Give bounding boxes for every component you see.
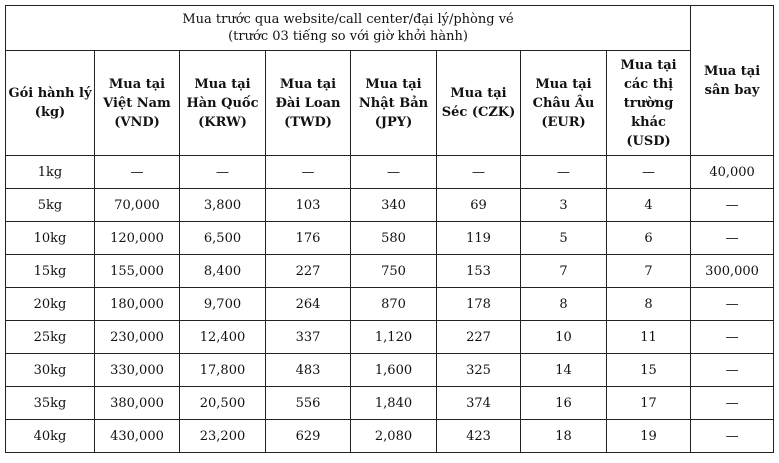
- col-header-twd: Mua tại Đài Loan (TWD): [266, 51, 351, 156]
- cell-czk: —: [437, 156, 521, 189]
- cell-airport: —: [691, 189, 774, 222]
- cell-airport: —: [691, 354, 774, 387]
- cell-eur: 18: [521, 420, 607, 453]
- table-row: [6, 354, 774, 387]
- cell-jpy: 580: [351, 222, 437, 255]
- cell-krw: —: [180, 156, 266, 189]
- table-row: [6, 222, 774, 255]
- cell-package: 20kg: [6, 288, 95, 321]
- table-row: [6, 189, 774, 222]
- cell-vnd: 180,000: [95, 288, 180, 321]
- online-purchase-title: Mua trước qua website/call center/đại lý/phòng vé: [182, 12, 514, 27]
- cell-czk: 374: [437, 387, 521, 420]
- cell-usd: —: [607, 156, 691, 189]
- cell-vnd: —: [95, 156, 180, 189]
- cell-czk: 153: [437, 255, 521, 288]
- cell-package: 30kg: [6, 354, 95, 387]
- fee-table-body: [6, 156, 774, 453]
- cell-jpy: 1,840: [351, 387, 437, 420]
- cell-czk: 325: [437, 354, 521, 387]
- cell-package: 5kg: [6, 189, 95, 222]
- col-header-usd: Mua tại các thị trường khác (USD): [607, 51, 691, 156]
- cell-vnd: 430,000: [95, 420, 180, 453]
- cell-eur: 5: [521, 222, 607, 255]
- cell-krw: 6,500: [180, 222, 266, 255]
- cell-eur: 8: [521, 288, 607, 321]
- online-purchase-header: [6, 6, 691, 51]
- cell-vnd: 120,000: [95, 222, 180, 255]
- cell-krw: 8,400: [180, 255, 266, 288]
- cell-czk: 119: [437, 222, 521, 255]
- cell-twd: 556: [266, 387, 351, 420]
- col-header-package: Gói hành lý (kg): [6, 51, 95, 156]
- cell-vnd: 230,000: [95, 321, 180, 354]
- table-row: [6, 255, 774, 288]
- table-row: [6, 288, 774, 321]
- cell-jpy: —: [351, 156, 437, 189]
- cell-package: 25kg: [6, 321, 95, 354]
- cell-package: 35kg: [6, 387, 95, 420]
- table-row: [6, 420, 774, 453]
- airport-purchase-header: Mua tại sân bay: [691, 6, 774, 156]
- cell-twd: 264: [266, 288, 351, 321]
- cell-usd: 7: [607, 255, 691, 288]
- cell-vnd: 155,000: [95, 255, 180, 288]
- cell-twd: 176: [266, 222, 351, 255]
- cell-eur: —: [521, 156, 607, 189]
- table-row: [6, 387, 774, 420]
- cell-eur: 14: [521, 354, 607, 387]
- cell-usd: 8: [607, 288, 691, 321]
- cell-vnd: 380,000: [95, 387, 180, 420]
- cell-eur: 7: [521, 255, 607, 288]
- cell-usd: 19: [607, 420, 691, 453]
- cell-package: 15kg: [6, 255, 95, 288]
- cell-twd: 227: [266, 255, 351, 288]
- cell-jpy: 1,600: [351, 354, 437, 387]
- cell-airport: —: [691, 288, 774, 321]
- cell-krw: 23,200: [180, 420, 266, 453]
- cell-usd: 4: [607, 189, 691, 222]
- cell-airport: —: [691, 420, 774, 453]
- cell-package: 10kg: [6, 222, 95, 255]
- cell-usd: 17: [607, 387, 691, 420]
- cell-eur: 16: [521, 387, 607, 420]
- col-header-vnd: Mua tại Việt Nam (VND): [95, 51, 180, 156]
- cell-czk: 178: [437, 288, 521, 321]
- cell-airport: —: [691, 387, 774, 420]
- col-header-jpy: Mua tại Nhật Bản (JPY): [351, 51, 437, 156]
- cell-airport: 40,000: [691, 156, 774, 189]
- col-header-czk: Mua tại Séc (CZK): [437, 51, 521, 156]
- cell-krw: 12,400: [180, 321, 266, 354]
- cell-twd: 483: [266, 354, 351, 387]
- cell-airport: —: [691, 222, 774, 255]
- cell-jpy: 870: [351, 288, 437, 321]
- cell-jpy: 2,080: [351, 420, 437, 453]
- cell-jpy: 1,120: [351, 321, 437, 354]
- cell-twd: —: [266, 156, 351, 189]
- cell-usd: 15: [607, 354, 691, 387]
- cell-package: 40kg: [6, 420, 95, 453]
- baggage-fee-table: [5, 5, 774, 453]
- cell-package: 1kg: [6, 156, 95, 189]
- cell-vnd: 330,000: [95, 354, 180, 387]
- table-row: [6, 321, 774, 354]
- cell-czk: 69: [437, 189, 521, 222]
- cell-vnd: 70,000: [95, 189, 180, 222]
- cell-twd: 337: [266, 321, 351, 354]
- cell-usd: 6: [607, 222, 691, 255]
- cell-usd: 11: [607, 321, 691, 354]
- cell-krw: 20,500: [180, 387, 266, 420]
- cell-czk: 423: [437, 420, 521, 453]
- cell-jpy: 340: [351, 189, 437, 222]
- col-header-krw: Mua tại Hàn Quốc (KRW): [180, 51, 266, 156]
- table-row: [6, 156, 774, 189]
- cell-eur: 10: [521, 321, 607, 354]
- col-header-eur: Mua tại Châu Âu (EUR): [521, 51, 607, 156]
- cell-twd: 629: [266, 420, 351, 453]
- cell-eur: 3: [521, 189, 607, 222]
- cell-airport: —: [691, 321, 774, 354]
- cell-twd: 103: [266, 189, 351, 222]
- cell-airport: 300,000: [691, 255, 774, 288]
- cell-czk: 227: [437, 321, 521, 354]
- online-purchase-subtitle: (trước 03 tiếng so với giờ khởi hành): [228, 29, 468, 44]
- cell-jpy: 750: [351, 255, 437, 288]
- cell-krw: 17,800: [180, 354, 266, 387]
- cell-krw: 9,700: [180, 288, 266, 321]
- cell-krw: 3,800: [180, 189, 266, 222]
